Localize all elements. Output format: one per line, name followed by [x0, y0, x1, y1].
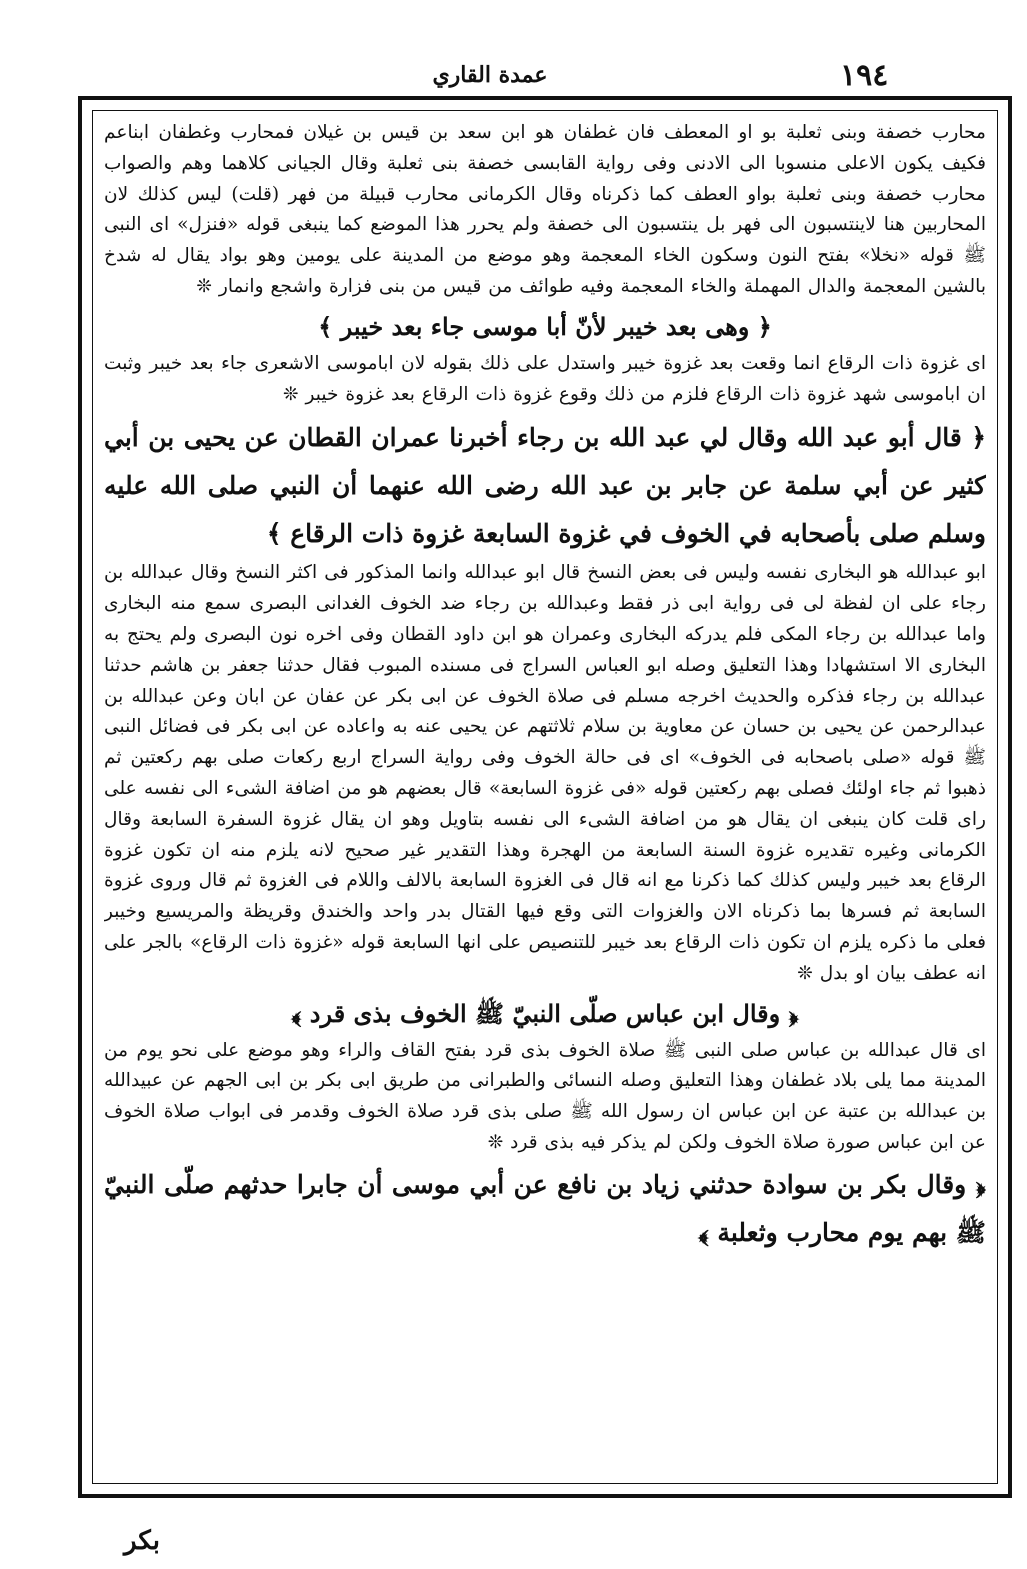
commentary-paragraph: اى قال عبدالله بن عباس صلى النبى ﷺ صلاة الخوف بذى قرد بفتح القاف والراء وهو موضع على نحو يوم من المدينة مما يلى بلاد غطفان وهذا التعليق وصله النسائى والطبرانى من طريق ابى بكر بن ابى الجهم عن عبيدالله بن عبدالله بن عتبة عن ابن عباس ان رسول الله ﷺ صلى بذى قرد صلاة الخوف وقدمر فى ابواب صلاة الخوف عن ابن عباس صورة صلاة الخوف ولكن لم يذكر فيه بذى قرد ❊	[104, 1039, 986, 1153]
hadith-text: ﴿ قال أبو عبد الله وقال لي عبد الله بن رجاء أخبرنا عمران القطان عن يحيى بن أبي كثير عن أبي سلمة عن جابر بن عبد الله رضى الله عنهما أن النبي صلى الله عليه وسلم صلى بأصحابه في الخوف في غزوة السابعة غزوة ذات الرقاع ﴾	[104, 423, 986, 549]
page-number: ١٩٤	[840, 58, 889, 93]
commentary-paragraph: اى غزوة ذات الرقاع انما وقعت بعد غزوة خيبر واستدل على ذلك بقوله لان اباموسى الاشعرى جاء بعد خيبر وثبت ان اباموسى شهد غزوة ذات الرقاع فلزم من ذلك وقوع غزوة ذات الرقاع بعد غزوة خيبر ❊	[104, 352, 986, 405]
section-heading: ﴿ وقال ابن عباس صلّى النبيّ ﷺ الخوف بذى قرد ﴾	[291, 998, 799, 1028]
section-heading: ﴿ وهى بعد خيبر لأنّ أبا موسى جاء بعد خيبر ﴾	[318, 311, 772, 341]
commentary-paragraph: محارب خصفة وبنى ثعلبة بو او المعطف فان غطفان هو ابن سعد بن قيس بن غيلان فمحارب وغطفان ابناعم فكيف يكون الاعلى منسوبا الى الادنى وفى رواية القابسى خصفة بنى ثعلبة وقال الجيانى كلاهما وهم والصواب محارب خصفة وبنى ثعلبة بواو العطف كما ذكرناه وقال الكرمانى محارب قبيلة من فهر (قلت) ليس كذلك لان المحاربين هنا لاينتسبون الى فهر بل ينتسبون الى خصفة ولم يحرر هذا الموضع كما ينبغى قوله «فنزل» اى النبى ﷺ قوله «نخلا» بفتح النون وسكون الخاء المعجمة وهو موضع من المدينة على يومين وهو بواد يقال له شدخ بالشين المعجمة والدال المهملة والخاء المعجمة وفيه طوائف من قيس من بنى فزارة واشجع وانمار ❊	[104, 122, 986, 297]
catchword: بكر	[124, 1526, 160, 1556]
page-header	[0, 58, 1027, 98]
commentary-paragraph: ابو عبدالله هو البخارى نفسه وليس فى بعض النسخ قال ابو عبدالله وانما المذكور فى اكثر النسخ وقال عبدالله بن رجاء على ان لفظة لى فى رواية ابى ذر فقط وعبدالله بن رجاء ضد الخوف الغدانى البصرى سمع منه البخارى واما عبدالله بن رجاء المكى فلم يدركه البخارى وعمران هو ابن داود القطان وفى اخره نون البصرى ولم يحتج به البخارى الا استشهادا وهذا التعليق وصله ابو العباس السراج فى مسنده المبوب فقال حدثنا جعفر بن هاشم حدثنا عبدالله بن رجاء فذكره والحديث اخرجه مسلم فى صلاة الخوف عن ابى بكر عن عفان عن ابان وعن عبدالله بن عبدالرحمن عن يحيى بن حسان عن معاوية بن سلام ثلاثتهم عن يحيى عنه به واعاده عن ابى بكر فى فضائل النبى ﷺ قوله «صلى باصحابه فى الخوف» اى فى حالة الخوف وفى رواية السراج اربع ركعات صلى بهم ركعتين ثم ذهبوا ثم جاء اولئك فصلى بهم ركعتين قوله «فى غزوة السابعة» قال بعضهم هو من اضافة الشىء الى نفسه على راى قلت كان ينبغى ان يقال هو من اضافة الشىء الى نفسه بتاويل وهو ان يقال غزوة السفرة السابعة وقال الكرمانى وغيره تقديره غزوة السنة السابعة من الهجرة وهذا التقدير غير صحيح لانه يلزم منه ان تكون غزوة الرقاع بعد خيبر وليس كذلك كما ذكرنا مع انه قال فى الغزوة السابعة بالالف واللام فى الغزوة ثم قال وروى غزوة السابعة ثم فسرها بما ذكرناه الان والغزوات التى وقع فيها القتال بدر واحد والخندق وقريظة والمريسيع وخيبر فعلى ما ذكره يلزم ان تكون ذات الرقاع بعد خيبر للتنصيص على انها السابعة قوله «غزوة ذات الرقاع» بالجر على انه عطف بيان او بدل ❊	[104, 562, 986, 984]
hadith-text: ﴿ وقال بكر بن سوادة حدثني زياد بن نافع عن أبي موسى أن جابرا حدثهم صلّى النبيّ ﷺ بهم يوم محارب وثعلبة ﴾	[104, 1169, 986, 1247]
commentary-body	[104, 118, 986, 1474]
running-title: عمدة القاري	[432, 62, 548, 88]
